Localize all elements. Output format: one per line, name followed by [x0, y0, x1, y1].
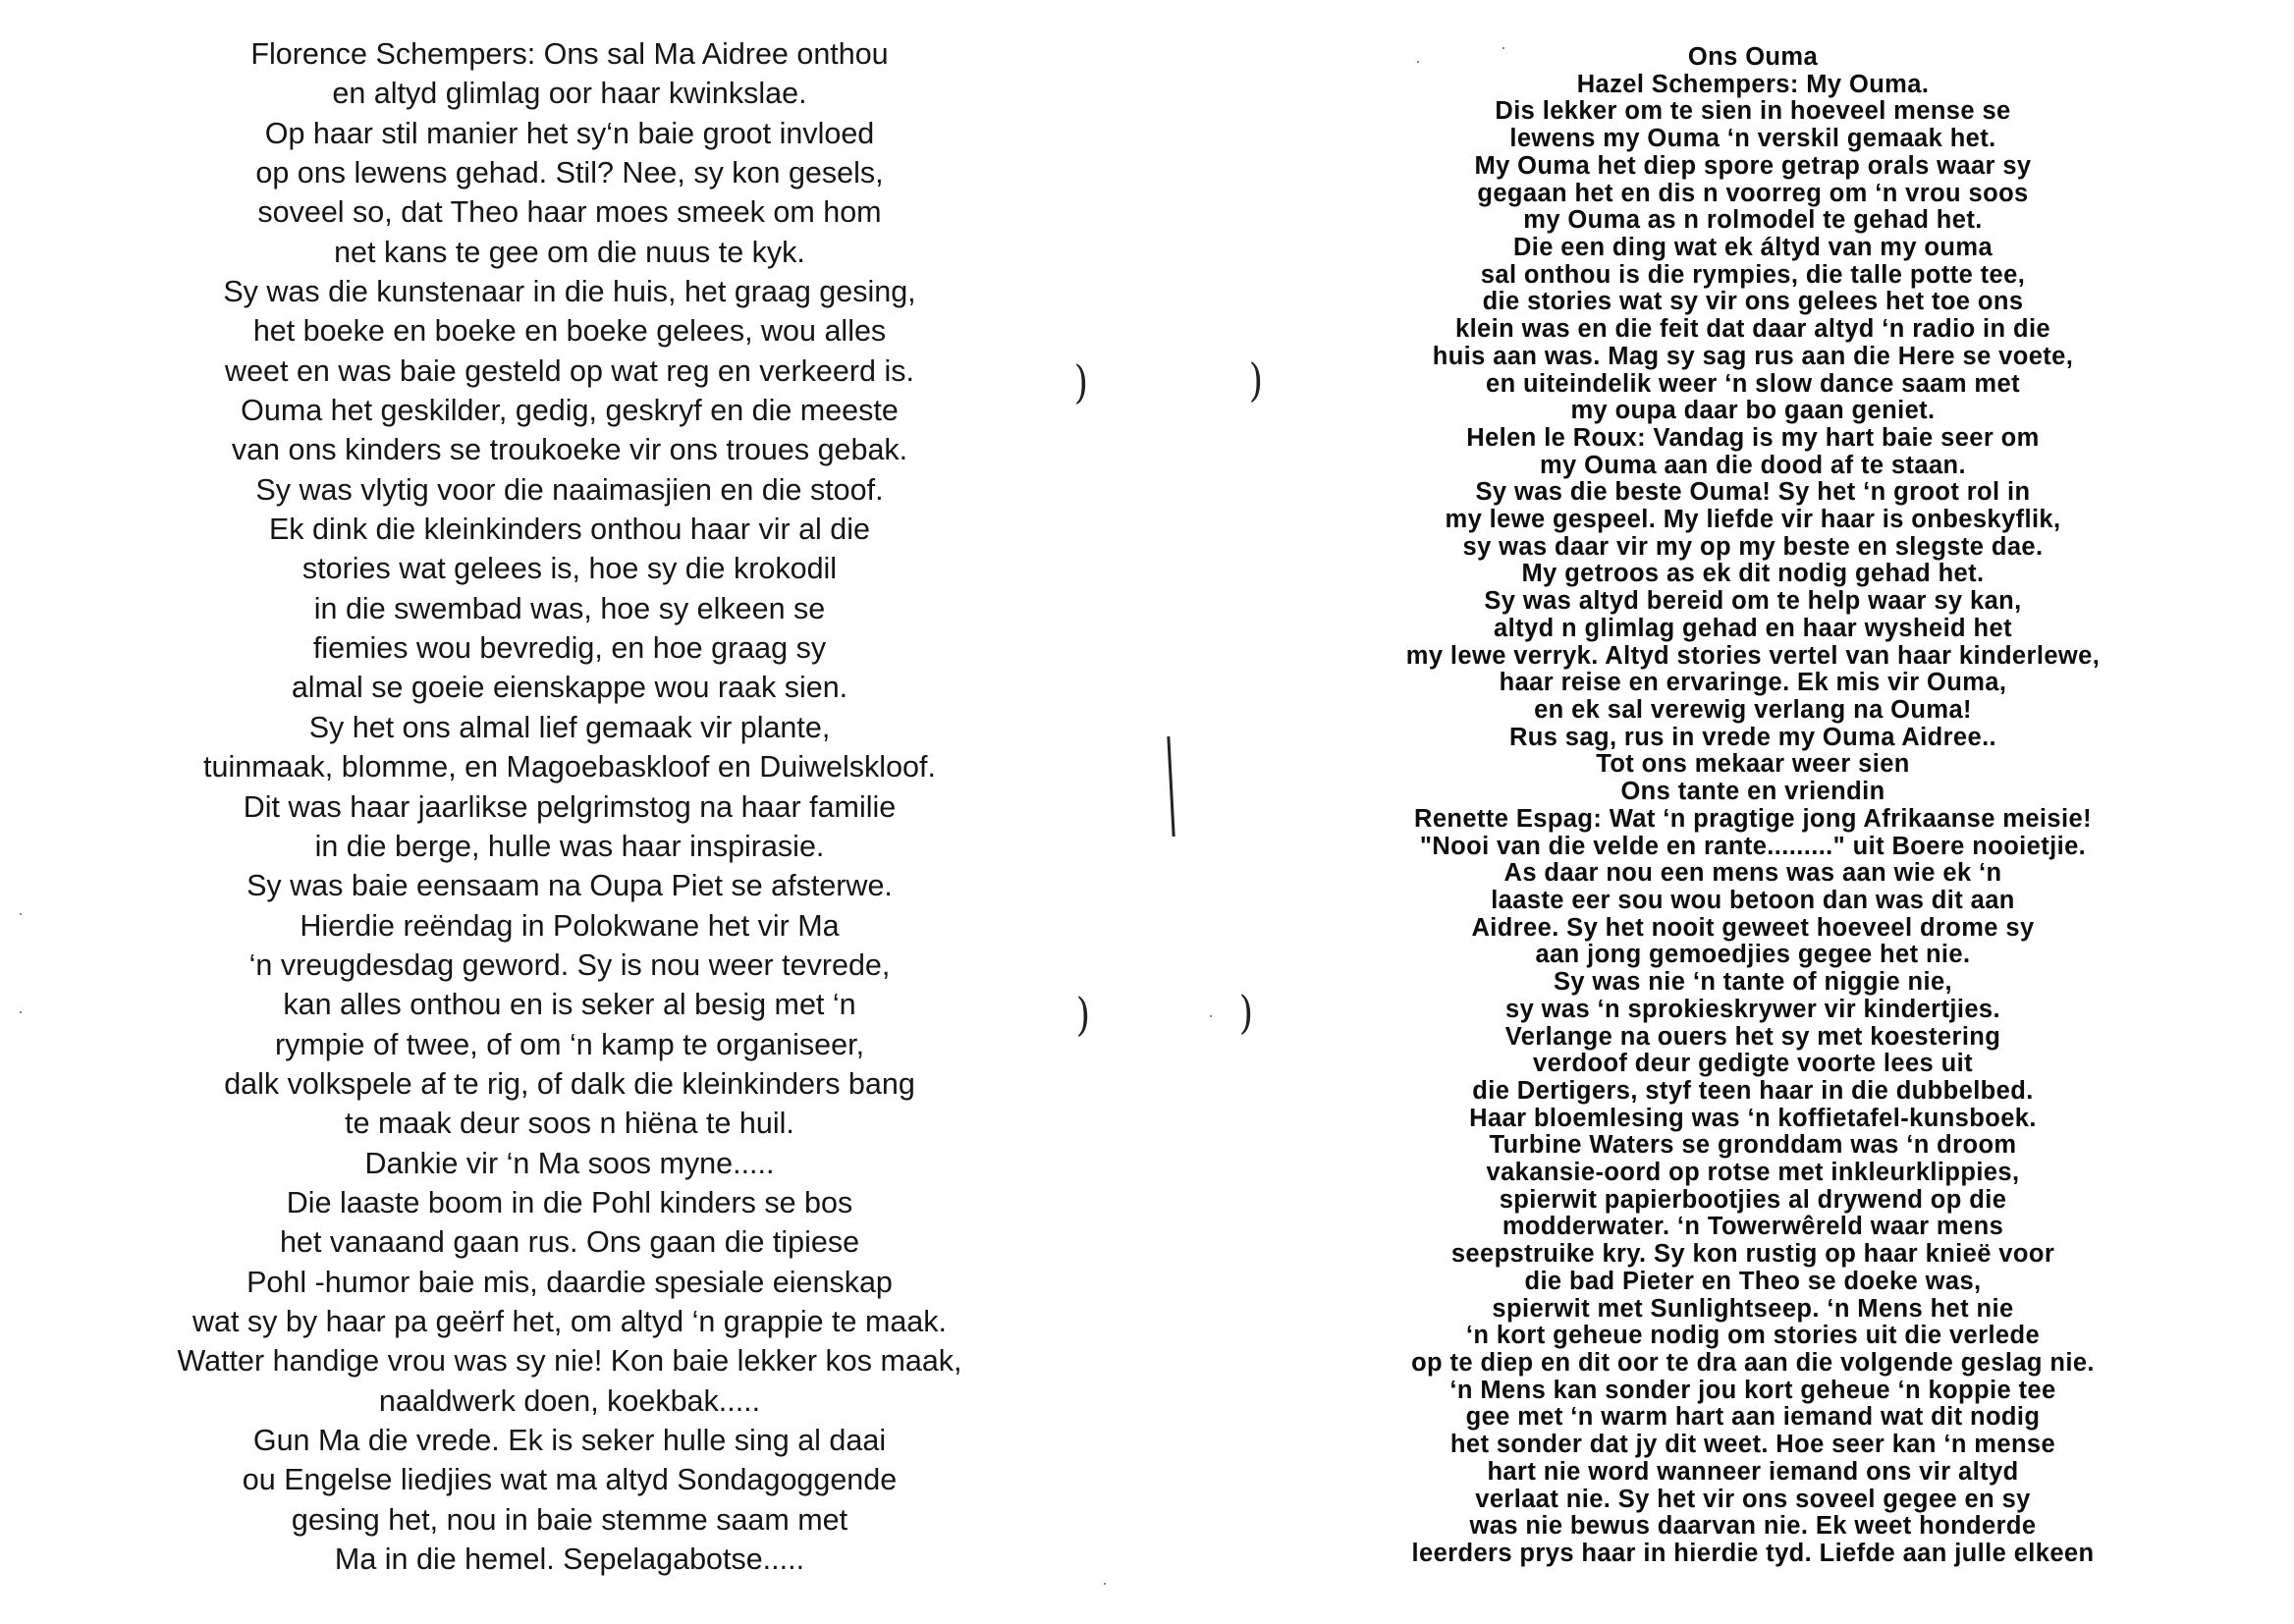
right-page-line: my oupa daar bo gaan geniet. [1570, 397, 1936, 425]
fold-mark-bottom-right: ) [1238, 986, 1254, 1039]
right-page-line: en uiteindelik weer ‘n slow dance saam met [1486, 369, 2020, 398]
fold-mark-bottom-left: ) [1075, 988, 1091, 1041]
right-page-line: my lewe gespeel. My liefde vir haar is onbeskyflik, [1445, 506, 2061, 534]
left-page-line: Die laaste boom in die Pohl kinders se bos [286, 1185, 853, 1219]
left-page-line: Hierdie reëndag in Polokwane het vir Ma [300, 908, 840, 943]
left-page-line: ou Engelse liedjies wat ma altyd Sondagoggende [242, 1463, 898, 1497]
right-page-line: spierwit met Sunlightseep. ‘n Mens het nie [1492, 1294, 2014, 1323]
left-page-line: kan alles onthou en is seker al besig met ‘n [283, 988, 856, 1022]
left-page-line: stories wat gelees is, hoe sy die krokodil [301, 552, 838, 586]
left-page-line: naaldwerk doen, koekbak..... [378, 1383, 761, 1418]
left-page-line: het boeke en boeke en boeke gelees, wou alles [252, 314, 887, 349]
right-page-line: verlaat nie. Sy het vir ons soveel gegee en sy [1475, 1485, 2031, 1513]
left-page-line: Sy was die kunstenaar in die huis, het graag gesing, [223, 275, 916, 309]
right-page-line: Ons tante en vriendin [1620, 778, 1885, 806]
right-page-line: As daar nou een mens was aan wie ek ‘n [1503, 859, 2002, 888]
right-page-line: Ons Ouma [1687, 43, 1819, 71]
left-page-line: Dankie vir ‘n Ma soos myne..... [364, 1146, 775, 1180]
right-page-line: sy was ‘n sprokieskrywer vir kindertjies. [1505, 995, 2000, 1023]
right-page-line: klein was en die feit dat daar altyd ‘n radio in die [1454, 315, 2051, 344]
binding-line [1167, 736, 1174, 837]
left-page-line: fiemies wou bevredig, en hoe graag sy [312, 631, 827, 666]
right-page-line: Hazel Schempers: My Ouma. [1576, 70, 1930, 98]
left-page-line: en altyd glimlag oor haar kwinkslae. [332, 77, 807, 111]
right-page-line: lewens my Ouma ‘n verskil gemaak het. [1509, 125, 1996, 153]
right-page-line: My getroos as ek dit nodig gehad het. [1521, 560, 1985, 588]
right-page-line: laaste eer sou wou betoon dan was dit aan [1491, 886, 2015, 914]
right-page-line: aan jong gemoedjies gegee het nie. [1535, 941, 1971, 969]
right-page-line: Sy was altyd bereid om te help waar sy kan, [1484, 587, 2022, 616]
right-page-line: Dis lekker om te sien in hoeveel mense se [1495, 97, 2011, 126]
left-page-line: Ek dink die kleinkinders onthou haar vir al die [268, 513, 871, 547]
scan-speck [20, 1011, 22, 1013]
right-page-line: leerders prys haar in hierdie tyd. Liefde aan julle elkeen [1411, 1540, 2095, 1567]
fold-mark-top-left: ) [1073, 355, 1089, 408]
fold-mark-top-right: ) [1248, 353, 1264, 406]
right-page-line: Verlange na ouers het sy met koestering [1504, 1022, 2001, 1051]
right-page-line: haar reise en ervaringe. Ek mis vir Ouma, [1499, 669, 2007, 697]
scan-speck [20, 913, 22, 915]
right-page-line: sal onthou is die rympies, die talle potte tee, [1480, 260, 2026, 289]
right-page-line: gegaan het en dis n voorreg om ‘n vrou soos [1477, 179, 2029, 207]
left-page-line: Op haar stil manier het sy‘n baie groot invloed [264, 116, 875, 150]
right-page-line: my Ouma aan die dood af te staan. [1539, 451, 1967, 479]
right-page-line: My Ouma het diep spore getrap orals waar sy [1474, 151, 2032, 180]
right-page-line: spierwit papierbootjies al drywend op die [1499, 1185, 2007, 1214]
right-page-line: gee met ‘n warm hart aan iemand wat dit nodig [1465, 1403, 2041, 1432]
left-page-line: Watter handige vrou was sy nie! Kon baie lekker kos maak, [177, 1344, 962, 1379]
right-page-line: vakansie-oord op rotse met inkleurklippies, [1486, 1159, 2020, 1187]
right-page-line: Haar bloemlesing was ‘n koffietafel-kunsboek. [1469, 1104, 2037, 1132]
right-page-line: Tot ons mekaar weer sien [1596, 750, 1910, 779]
left-page-line: Dit was haar jaarlikse pelgrimstog na haar familie [243, 789, 897, 824]
right-page-line: Sy was die beste Ouma! Sy het ‘n groot rol in [1475, 478, 2031, 507]
right-page-line: ‘n kort geheue nodig om stories uit die verlede [1465, 1322, 2041, 1350]
left-page-line: in die swembad was, hoe sy elkeen se [313, 591, 826, 625]
left-page-line: gesing het, nou in baie stemme saam met [291, 1502, 848, 1537]
right-page-line: Aidree. Sy het nooit geweet hoeveel drome sy [1471, 913, 2035, 942]
right-page-line: die stories wat sy vir ons gelees het toe ons [1482, 288, 2024, 316]
right-page-line: Helen le Roux: Vandag is my hart baie seer om [1466, 423, 2040, 452]
right-page-line: het sonder dat jy dit weet. Hoe seer kan ‘n mense [1449, 1431, 2056, 1459]
right-page-line: Sy was nie ‘n tante of niggie nie, [1553, 968, 1953, 997]
left-page-line: Sy was vlytig voor die naaimasjien en die stoof. [255, 472, 884, 507]
left-page-line: Ouma het geskilder, gedig, geskryf en die meeste [241, 394, 899, 428]
left-page-line: weet en was baie gesteld op wat reg en verkeerd is. [225, 353, 914, 388]
right-page-line: en ek sal verewig verlang na Ouma! [1534, 696, 1972, 725]
right-page-line: op te diep en dit oor te dra aan die volgende geslag nie. [1411, 1349, 2095, 1378]
right-page-line: altyd n glimlag gehad en haar wysheid het [1494, 614, 2012, 642]
left-page-line: rympie of twee, of om ‘n kamp te organiseer, [274, 1027, 865, 1061]
right-page-line: sy was daar vir my op my beste en slegste dae. [1462, 532, 2044, 561]
left-page-line: almal se goeie eienskappe wou raak sien. [291, 671, 848, 705]
left-page-line: wat sy by haar pa geërf het, om altyd ‘n grappie te maak. [192, 1304, 947, 1338]
left-page-line: Pohl -humor baie mis, daardie spesiale eienskap [246, 1265, 893, 1299]
left-page-line: in die berge, hulle was haar inspirasie. [314, 829, 825, 863]
scan-speck [1104, 1583, 1106, 1585]
left-page-line: tuinmaak, blomme, en Magoebaskloof en Duiwelskloof. [203, 750, 936, 785]
right-page-line: seepstruike kry. Sy kon rustig op haar knieë voor [1450, 1240, 2055, 1269]
left-page-line: te maak deur soos n hiëna te huil. [345, 1107, 794, 1141]
left-page-line: soveel so, dat Theo haar moes smeek om hom [257, 195, 882, 230]
right-page-line: huis aan was. Mag sy sag rus aan die Here se voete, [1432, 342, 2074, 370]
scan-speck [1417, 61, 1419, 63]
right-page-line: Die een ding wat ek áltyd van my ouma [1512, 233, 1994, 261]
left-page-line: Florence Schempers: Ons sal Ma Aidree onthou [250, 37, 889, 71]
left-page-line: Ma in die hemel. Sepelagabotse..... [334, 1543, 805, 1576]
right-page-line: die bad Pieter en Theo se doeke was, [1524, 1267, 1982, 1295]
right-page-line: die Dertigers, styf teen haar in die dubbelbed. [1472, 1076, 2034, 1105]
right-page-line: my Ouma as n rolmodel te gehad het. [1523, 206, 1983, 235]
right-page-line: my lewe verryk. Altyd stories vertel van haar kinderlewe, [1405, 641, 2101, 670]
right-page-line: was nie bewus daarvan nie. Ek weet honderde [1469, 1512, 2037, 1541]
left-page-line: dalk volkspele af te rig, of dalk die kleinkinders bang [224, 1066, 915, 1101]
left-page-line: het vanaand gaan rus. Ons gaan die tipiese [279, 1225, 860, 1260]
left-page-line: van ons kinders se troukoeke vir ons troues gebak. [231, 433, 908, 467]
left-page-line: Sy het ons almal lief gemaak vir plante, [308, 710, 831, 744]
right-page-line: modderwater. ‘n Towerwêreld waar mens [1502, 1213, 2004, 1241]
right-page-line: Renette Espag: Wat ‘n pragtige jong Afrikaanse meisie! [1414, 804, 2092, 833]
right-page-line: "Nooi van die velde en rante........." uit Boere nooietjie. [1419, 832, 2087, 860]
scan-speck [1502, 47, 1504, 49]
right-page-line: Rus sag, rus in vrede my Ouma Aidree.. [1508, 723, 1997, 751]
scan-speck [1210, 1015, 1212, 1017]
left-page-line: Sy was baie eensaam na Oupa Piet se afsterwe. [246, 869, 893, 903]
left-page-line: Gun Ma die vrede. Ek is seker hulle sing al daai [252, 1423, 887, 1457]
left-page-line: ‘n vreugdesdag geword. Sy is nou weer tevrede, [248, 947, 891, 982]
left-page-line: op ons lewens gehad. Stil? Nee, sy kon gesels, [255, 156, 884, 190]
right-page-line: verdoof deur gedigte voorte lees uit [1533, 1050, 1973, 1078]
right-page-line: hart nie word wanneer iemand ons vir altyd [1487, 1457, 2019, 1486]
left-page-line: net kans te gee om die nuus te kyk. [334, 235, 805, 269]
right-page-line: ‘n Mens kan sonder jou kort geheue ‘n koppie tee [1449, 1376, 2056, 1404]
right-page-line: Turbine Waters se gronddam was ‘n droom [1489, 1131, 2017, 1160]
